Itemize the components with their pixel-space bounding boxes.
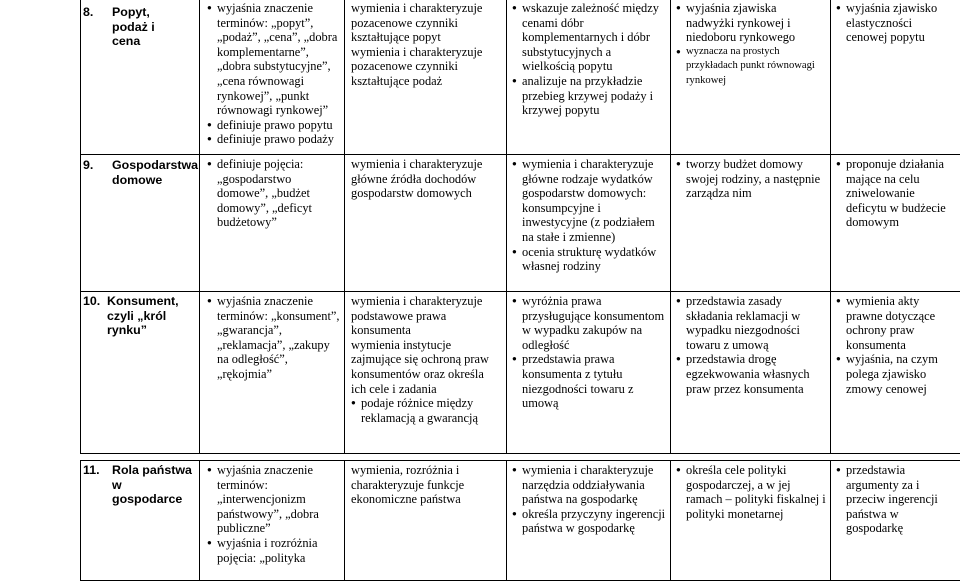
lesson-number: 10. — [83, 294, 100, 309]
lesson-cell — [81, 155, 200, 292]
list-item: ● przedstawia prawa konsumenta z tytułu niezgodności towaru z umową — [512, 352, 666, 410]
list-item: ● wyróżnia prawa przysługujące konsumentom w wypadku zakupów na odległość — [512, 294, 666, 352]
list-item: ● wyjaśnia i rozróżnia pojęcia: „polityka — [207, 536, 342, 565]
list-item: wymienia, rozróżnia i charakteryzuje funkcje ekonomiczne państwa — [351, 463, 502, 507]
list-item: ● proponuje działania mające na celu zniwelowanie deficytu w budżecie domowym — [836, 157, 956, 230]
requirements-cell — [507, 461, 671, 581]
list-item: ● wyjaśnia zjawiska nadwyżki rynkowej i niedoboru rynkowego — [676, 1, 826, 45]
requirements-cell — [671, 292, 831, 454]
requirements-cell — [671, 155, 831, 292]
table-row — [81, 292, 960, 454]
table-row — [81, 155, 960, 292]
list-item: wymienia i charakteryzuje pozacenowe czynniki kształtujące popyt — [351, 1, 502, 45]
requirements-cell — [831, 0, 960, 155]
list-item: ● podaje różnice między reklamacją a gwarancją — [351, 396, 502, 425]
lesson-title: Rola państwa w gospodarce — [112, 463, 192, 507]
list-item: ● określa przyczyny ingerencji państwa w gospodarkę — [512, 507, 666, 536]
lesson-cell — [81, 292, 200, 454]
list-item: ● definiuje prawo podaży — [207, 132, 342, 147]
list-item: ● tworzy budżet domowy swojej rodziny, a następnie zarządza nim — [676, 157, 826, 201]
lesson-cell — [81, 461, 200, 581]
requirements-cell — [200, 155, 345, 292]
requirements-cell — [831, 155, 960, 292]
requirements-cell — [671, 0, 831, 155]
list-item: wymienia i charakteryzuje podstawowe prawa konsumenta — [351, 294, 502, 338]
requirements-cell — [345, 155, 507, 292]
requirements-cell — [345, 0, 507, 155]
lesson-title: Popyt, podaż i cena — [112, 5, 176, 49]
list-item: ● wymienia i charakteryzuje główne rodzaje wydatków gospodarstw domowych: konsumpcyjne i inwestycyjne (z podziałem na stałe i zmienne) — [512, 157, 666, 245]
requirements-cell — [345, 292, 507, 454]
list-item: ● wyznacza na prostych przykładach punkt równowagi rynkowej — [676, 45, 826, 89]
list-item: ● wskazuje zależność między cenami dóbr komplementarnych i dóbr substytucyjnych a wielkością popytu — [512, 1, 666, 74]
lesson-cell — [81, 0, 200, 155]
list-item: ● ocenia strukturę wydatków własnej rodziny — [512, 245, 666, 274]
requirements-table-bottom — [80, 460, 960, 581]
list-item: ● przedstawia argumenty za i przeciw ingerencji państwa w gospodarkę — [836, 463, 956, 536]
table-row — [81, 461, 960, 581]
requirements-cell — [200, 0, 345, 155]
table-row — [81, 0, 960, 155]
lesson-title: Gospodarstwa domowe — [112, 158, 182, 187]
list-item: ● definiuje prawo popytu — [207, 118, 342, 133]
list-item: ● wymienia akty prawne dotyczące ochrony praw konsumenta — [836, 294, 956, 352]
list-item: ● przedstawia drogę egzekwowania własnych praw przez konsumenta — [676, 352, 826, 396]
list-item: ● definiuje pojęcia: „gospodarstwo domowe”, „budżet domowy”, „deficyt budżetowy” — [207, 157, 342, 230]
lesson-number: 9. — [83, 158, 93, 173]
requirements-cell — [507, 155, 671, 292]
requirements-cell — [507, 0, 671, 155]
list-item: ● wyjaśnia znaczenie terminów: „konsument”, „gwarancja”, „reklamacja”, „zakupy na odległość”, „rękojmia” — [207, 294, 342, 382]
list-item: wymienia instytucje zajmujące się ochroną praw konsumentów oraz określa ich cele i zadania — [351, 338, 502, 396]
list-item: ● określa cele polityki gospodarczej, a w jej ramach – polityki fiskalnej i polityki monetarnej — [676, 463, 826, 521]
list-item: ● wyjaśnia, na czym polega zjawisko zmowy cenowej — [836, 352, 956, 396]
list-item: ● wymienia i charakteryzuje narzędzia oddziaływania państwa na gospodarkę — [512, 463, 666, 507]
list-item: ● wyjaśnia znaczenie terminów: „popyt”, „podaż”, „cena”, „dobra komplementarne”, „dobra substytucyjne”, „cena równowagi rynkowej”, „punkt równowagi rynkowej” — [207, 1, 342, 118]
requirements-cell — [200, 461, 345, 581]
list-item: ● przedstawia zasady składania reklamacji w wypadku niezgodności towaru z umową — [676, 294, 826, 352]
list-item: wymienia i charakteryzuje pozacenowe czynniki kształtujące podaż — [351, 45, 502, 89]
list-item: ● wyjaśnia zjawisko elastyczności cenowej popytu — [836, 1, 956, 45]
lesson-title: Konsument, czyli „król rynku” — [107, 294, 197, 338]
list-item: wymienia i charakteryzuje główne źródła dochodów gospodarstw domowych — [351, 157, 502, 201]
requirements-cell — [671, 461, 831, 581]
requirements-table-top — [80, 0, 960, 454]
requirements-cell — [200, 292, 345, 454]
list-item: ● wyjaśnia znaczenie terminów: „interwencjonizm państwowy”, „dobra publiczne” — [207, 463, 342, 536]
list-item: ● analizuje na przykładzie przebieg krzywej podaży i krzywej popytu — [512, 74, 666, 118]
requirements-cell — [507, 292, 671, 454]
requirements-cell — [831, 292, 960, 454]
lesson-number: 11. — [83, 463, 100, 478]
lesson-number: 8. — [83, 5, 93, 20]
requirements-cell — [345, 461, 507, 581]
requirements-cell — [831, 461, 960, 581]
